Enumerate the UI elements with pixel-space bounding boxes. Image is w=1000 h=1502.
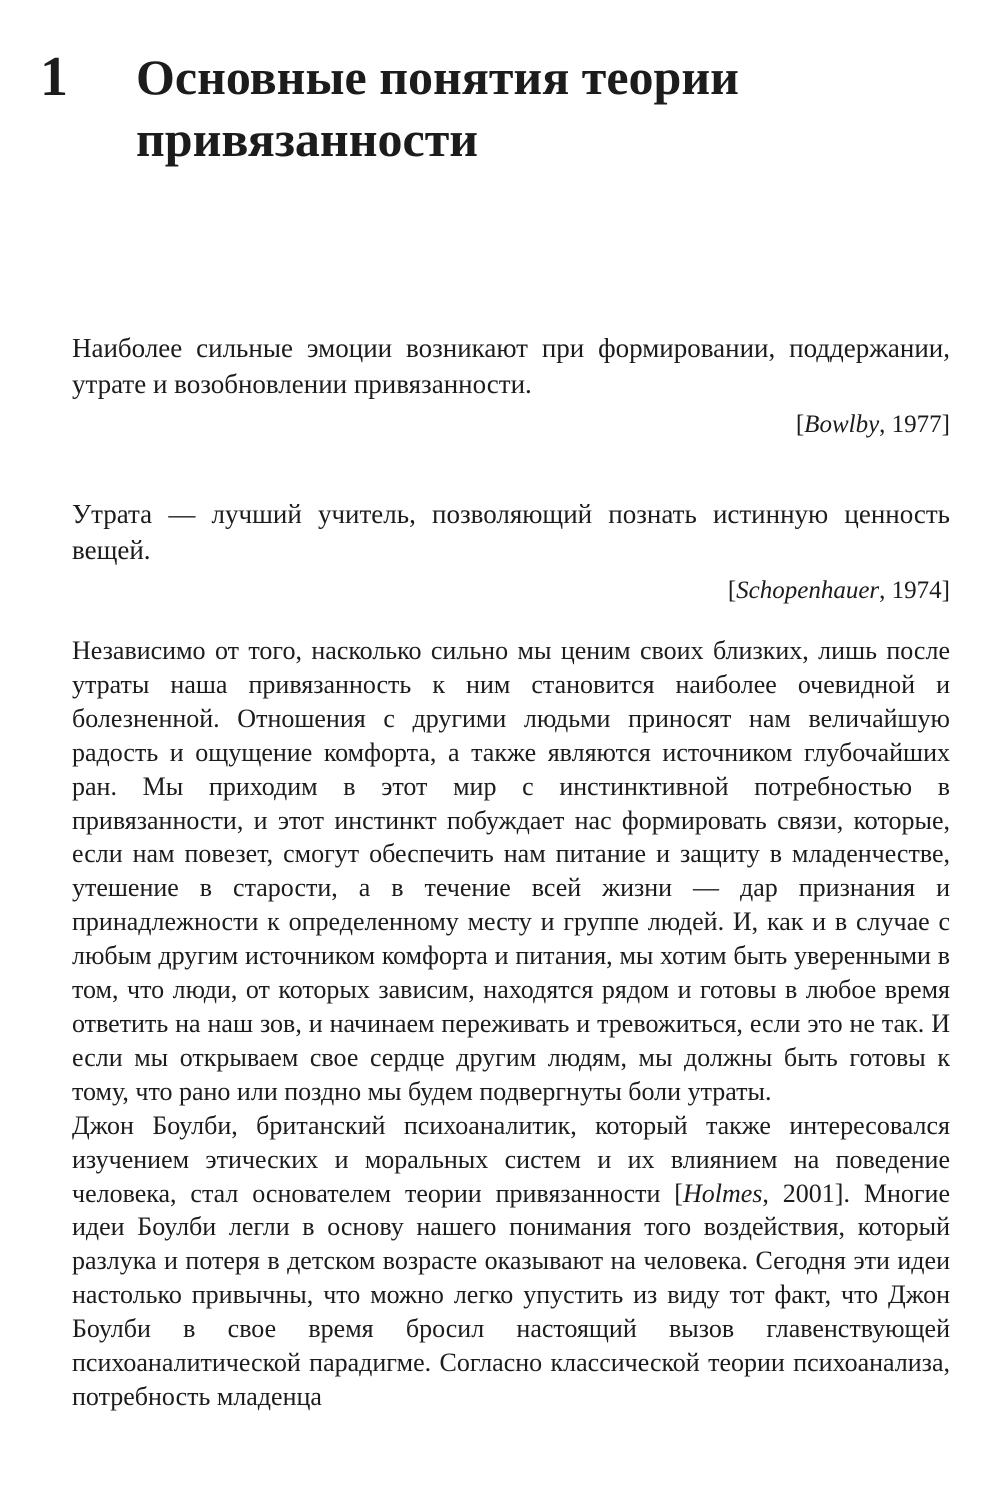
chapter-title: Основные понятия теории привязанности	[136, 49, 739, 167]
paragraph-text: , 2001]. Многие идеи Боулби легли в основу нашего понимания того воздействия, который разлука и потеря в детском возрасте оказывают на человека. Сегодня эти идеи настолько привычны, что можно легко упустить из виду тот факт, что Джон Боулби в свое время бросил настоящий вызов главенствующей психоаналитической парадигме. Согласно классической теории психоанализа, потребность младенца	[72, 1178, 951, 1411]
body-text	[72, 634, 950, 1414]
citation-author: Holmes	[682, 1178, 763, 1208]
source-author: Schopenhauer	[736, 577, 880, 604]
epigraph	[72, 330, 950, 442]
source-year: , 1974]	[879, 577, 950, 604]
source-year: , 1977]	[879, 411, 950, 438]
epigraph-source	[72, 574, 950, 608]
body-paragraph: Независимо от того, насколько сильно мы ценим своих близких, лишь после утраты наша привязанность к ним становится наиболее очевидной и болезненной. Отношения с другими людьми приносят нам величайшую радость и ощущение комфорта, а также являются источником глубочайших ран. Мы приходим в этот мир с инстинктивной потребностью в привязанности, и этот инстинкт побуждает нас формировать связи, которые, если нам повезет, смогут обеспечить нам питание и защиту в младенчестве, утешение в старости, а в течение всей жизни — дар признания и принадлежности к определенному месту и группе людей. И, как и в случае с любым другим источником комфорта и питания, мы хотим быть уверенными в том, что люди, от которых зависим, находятся рядом и готовы в любое время ответить на наш зов, и начинаем переживать и тревожиться, если это не так. И если мы открываем свое сердце другим людям, мы должны быть готовы к тому, что рано или поздно мы будем подвергнуты боли утраты.	[72, 636, 950, 1106]
source-author: Bowlby	[804, 411, 880, 438]
source-bracket: [	[727, 577, 737, 604]
source-bracket: [	[795, 411, 805, 438]
epigraph-source	[72, 408, 950, 442]
epigraph-text: Утрата — лучший учитель, позволяющий познать истинную ценность вещей.	[72, 499, 950, 565]
body-paragraph	[72, 1109, 950, 1414]
epigraph	[72, 496, 950, 608]
epigraph-text: Наиболее сильные эмоции возникают при формировании, поддержании, утрате и возобновлении привязанности.	[72, 333, 950, 399]
paragraph-text: Джон Боулби, британский психоаналитик, который также интересовался изучением этических и моральных систем и их влиянием на поведение человека, стал основателем теории привязанности [	[72, 1110, 950, 1208]
chapter-number: 1	[40, 46, 68, 108]
